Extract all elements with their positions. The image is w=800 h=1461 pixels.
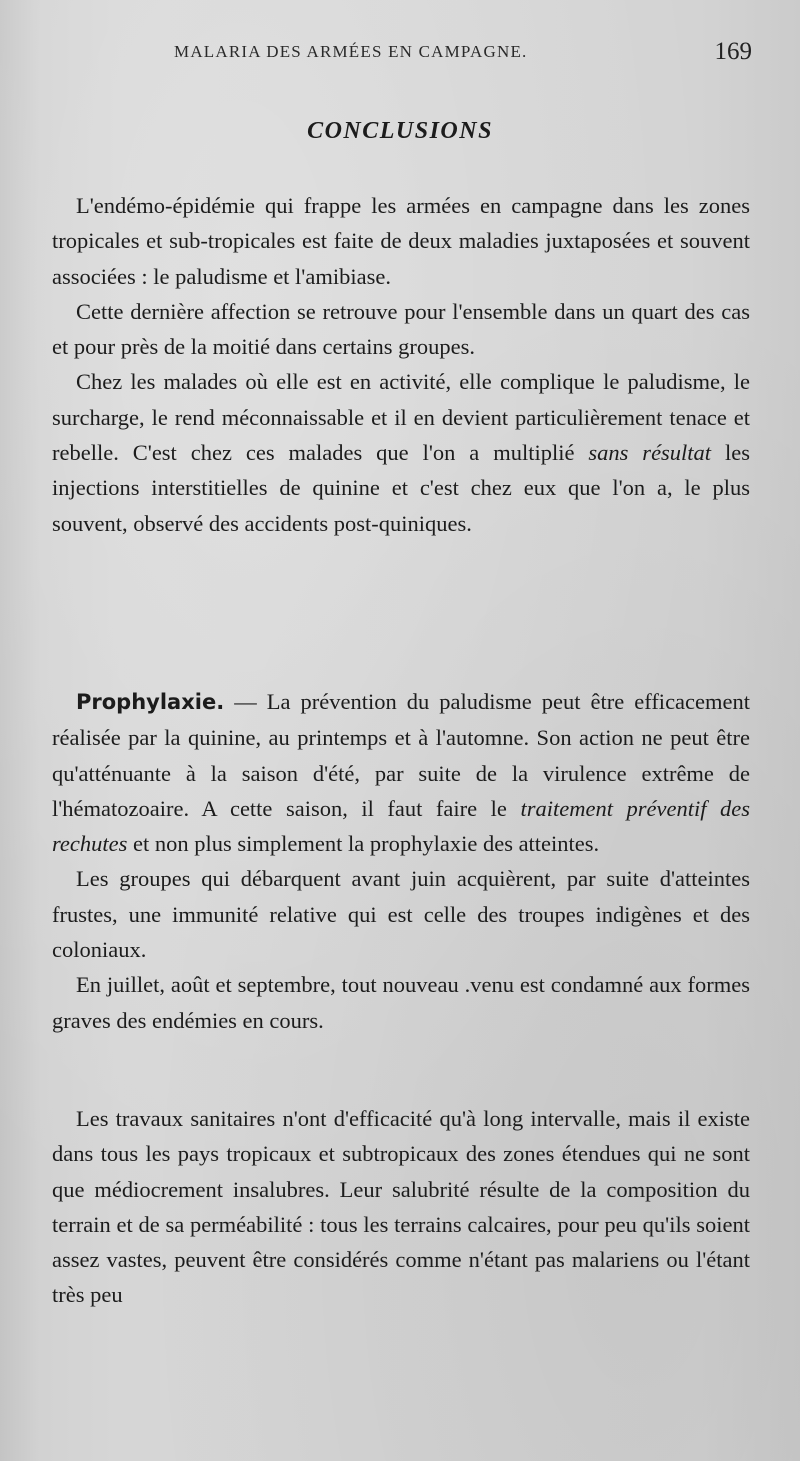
- paragraph-text: En juillet, août et septembre, tout nouveau .venu est condamné aux formes graves des endémies en cours.: [52, 972, 750, 1033]
- paragraph: [52, 1101, 750, 1313]
- paragraph: [52, 861, 750, 967]
- paragraph-text: L'endémo-épidémie qui frappe les armées en campagne dans les zones tropicales et sub-tropicales est faite de deux maladies juxtaposées et souvent associées : le paludisme et l'amibiase.: [52, 193, 750, 289]
- run-in-heading: Prophylaxie.: [76, 690, 225, 714]
- paragraph: [52, 967, 750, 1038]
- paragraph: [52, 364, 750, 540]
- paragraph: [52, 188, 750, 294]
- emphasis-text: traitement préventif des rechutes: [52, 795, 750, 857]
- section-heading: CONCLUSIONS: [307, 118, 493, 144]
- paragraph-text: Cette dernière affection se retrouve pour l'ensemble dans un quart des cas et pour près de la moitié dans certains groupes.: [52, 298, 750, 360]
- emphasis-text: sans résultat: [588, 440, 712, 466]
- prophylaxie-section: [52, 684, 750, 1038]
- paragraph-text: — La prévention du paludisme peut être efficacement réalisée par la quinine, au printemps et à l'automne. Son action ne peut être qu'atténuante à la saison d'été, par suite de la virulence extrême de l'hématozoaire. A cette saison, il faut faire le: [52, 689, 750, 821]
- paragraph-text: et non plus simplement la prophylaxie des atteintes.: [127, 831, 600, 857]
- travaux-section: [52, 1101, 750, 1313]
- paragraph-text: les injections interstitielles de quinine et c'est chez eux que l'on a, le plus souvent, observé des accidents post-quiniques.: [52, 440, 750, 536]
- paragraph: [52, 684, 750, 861]
- paragraph: [52, 294, 750, 365]
- page-number: 169: [714, 38, 752, 65]
- paragraph-text: Les groupes qui débarquent avant juin acquièrent, par suite d'atteintes frustes, une immunité relative qui est celle des troupes indigènes et des coloniaux.: [52, 866, 750, 963]
- conclusions-section: [52, 188, 750, 541]
- running-head: MALARIA DES ARMÉES EN CAMPAGNE.: [174, 42, 528, 61]
- paragraph-text: Les travaux sanitaires n'ont d'efficacité qu'à long intervalle, mais il existe dans tous les pays tropicaux et subtropicaux des zones étendues qui ne sont que médiocrement insalubres. Leur salubrité résulte de la composition du terrain et de sa perméabilité : tous les terrains calcaires, pour peu qu'ils soient assez vastes, peuvent être considérés comme n'étant pas malariens ou l'étant très peu: [52, 1106, 750, 1308]
- paragraph-text: Chez les malades où elle est en activité, elle complique le paludisme, le surcharge, le rend méconnaissable et il en devient particulièrement tenace et rebelle. C'est chez ces malades que l'on a multiplié: [52, 369, 750, 466]
